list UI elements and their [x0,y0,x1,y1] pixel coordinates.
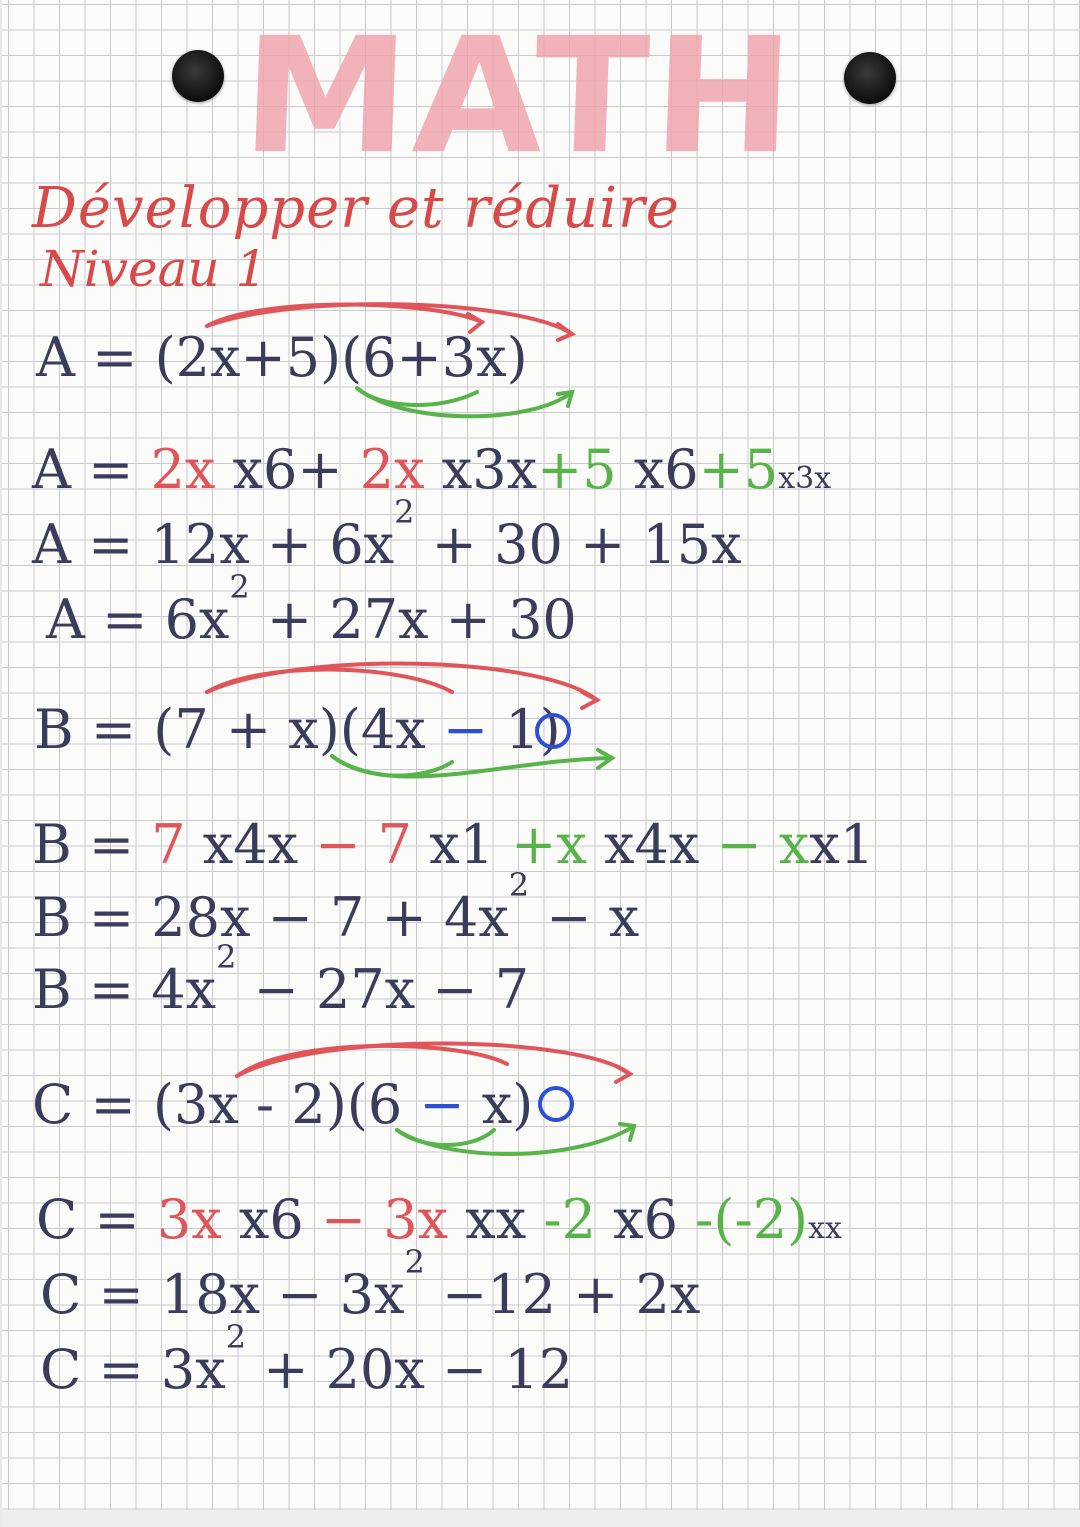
exponent: 2 [508,866,530,904]
arrowhead-green-a [558,392,572,406]
term: 3x [156,1188,222,1251]
term: x3x [778,461,832,496]
term: x4x [202,813,299,876]
exponent: 2 [404,1243,425,1281]
term: xx [465,1188,527,1251]
step-text: B = 4x [32,958,217,1021]
exercise-c-step2 [40,1243,701,1332]
exercise-a-question: A = (2x+5)(6+3x) [36,326,528,389]
page-bottom-edge [2,1510,1080,1527]
step-text: A = 12x + 6x [32,513,395,576]
arrowhead-green-b [598,750,612,768]
step-text: B = 28x − 7 + 4x [32,886,509,949]
circled-operator: − [419,1073,465,1136]
question-text: x) [481,1073,534,1136]
term: − 7 [315,813,413,876]
term: x6 [238,1188,304,1251]
exercise-b-result [32,938,530,1027]
term: xx [808,1211,842,1246]
step-text: −12 + 2x [441,1263,701,1326]
arrow-green-a1 [357,388,477,405]
term: +x [511,813,587,876]
step-text: + 20x − 12 [263,1338,574,1401]
section-heading: Développer et réduire [32,176,680,241]
page-title: MATH [238,2,801,190]
term: 2x [150,438,216,501]
arrow-red-c2 [237,1043,630,1076]
term: 7 [151,813,186,876]
blue-circle-c [540,1088,572,1120]
step-text: C = 18x − 3x [40,1263,405,1326]
exponent: 2 [216,938,237,976]
step-text: A = 6x [46,588,230,651]
arrow-red-b2 [207,664,597,700]
term: -2 [543,1188,596,1251]
term: − x [716,813,810,876]
question-text: C = (3x - 2)(6 [32,1073,403,1136]
step-text: + 27x + 30 [266,588,577,651]
exercise-a-step2 [32,493,742,582]
level-label: Niveau 1 [40,240,268,298]
exponent: 2 [225,1318,247,1356]
arrowhead-red-c [616,1066,630,1082]
exercise-a-expansion: A = 2x x6+ 2x x3x+5 x6+5x3x [32,438,832,501]
arrow-green-a2 [357,388,572,416]
exercise-c-result [40,1318,574,1407]
exercise-b-step2 [32,866,640,955]
step-text: + 30 + 15x [431,513,742,576]
term: +5 [698,438,779,501]
term: x6 [613,1188,678,1251]
exercise-a-result [46,568,577,657]
exponent: 2 [229,568,250,606]
exercise-b-expansion: B = 7 x4x − 7 x1 +x x4x − xx1 [32,813,875,876]
circled-operator: − [442,698,489,761]
step-text: − 27x − 7 [253,958,530,1021]
exercise-c-expansion: C = 3x x6 − 3x xx -2 x6 -(-2)xx [36,1188,842,1251]
term: x6+ [232,438,343,501]
term: x1 [429,813,494,876]
punch-hole-right [844,52,896,104]
term: -(-2) [695,1188,809,1251]
arrowhead-green-c [620,1124,634,1140]
question-text: 1) [505,698,561,761]
step-text: − x [546,886,640,949]
step-text: C = 3x [40,1338,226,1401]
term: − 3x [320,1188,449,1251]
arrow-red-c1 [237,1046,507,1076]
term: +5 [537,438,617,501]
exercise-c-question [32,1075,533,1135]
term: x4x [604,813,700,876]
term: x3x [441,438,538,501]
term: x1 [809,813,875,876]
arrowhead-red-a2 [558,324,572,340]
punch-hole-left [172,50,224,102]
question-text: B = (7 + x)(4x [34,698,426,761]
exponent: 2 [394,493,415,531]
term: 2x [359,438,425,501]
arrow-red-b1 [207,669,452,692]
arrowhead-red-b [582,692,597,708]
exercise-b-question [34,700,561,760]
arrow-red-a1 [207,305,482,327]
term: x6 [633,438,699,501]
